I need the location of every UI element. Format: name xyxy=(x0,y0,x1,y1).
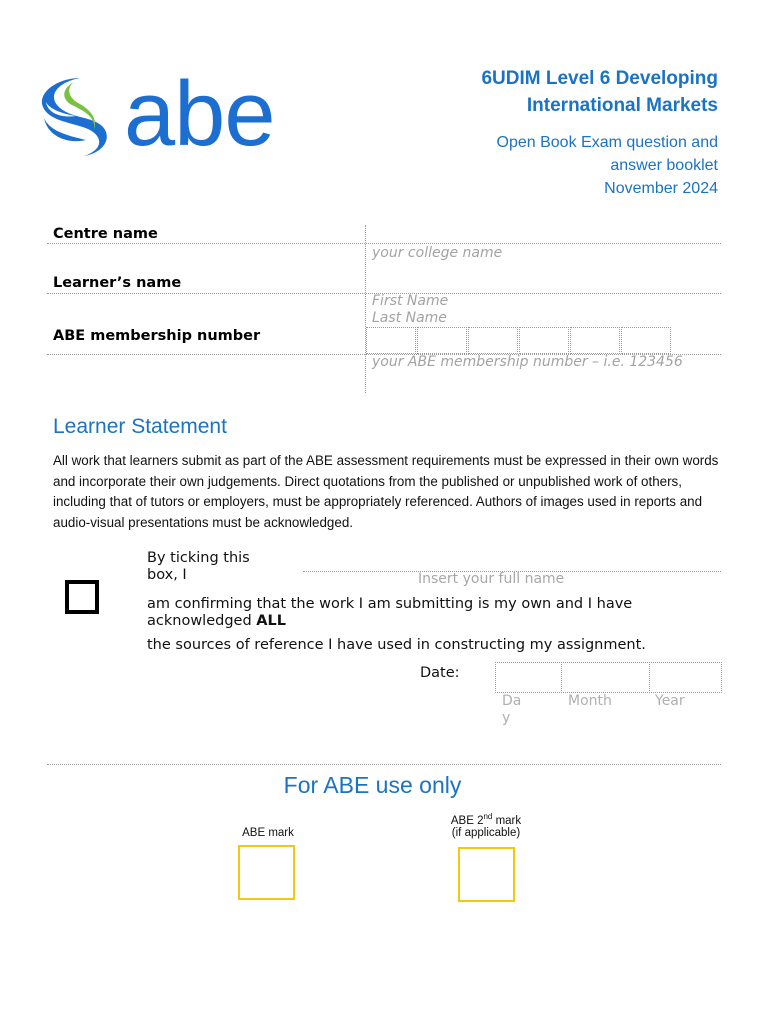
date-year-box[interactable] xyxy=(649,662,722,693)
sources-text: the sources of reference I have used in constructing my assignment. xyxy=(147,637,646,653)
membership-number-label: ABE membership number xyxy=(53,328,261,344)
date-month-box[interactable] xyxy=(561,662,650,693)
section-separator xyxy=(47,764,721,765)
second-mark-sup: nd xyxy=(483,812,493,821)
date-day-box[interactable] xyxy=(495,662,562,693)
abe-logo-text: abe xyxy=(124,63,275,165)
exam-subtitle-line2: answer booklet xyxy=(610,157,718,174)
abe-second-mark-label xyxy=(436,812,536,827)
membership-number-hint: your ABE membership number – i.e. 123456 xyxy=(372,354,683,370)
form-rule xyxy=(47,243,721,244)
centre-name-field[interactable]: your college name xyxy=(372,245,503,261)
abe-logo xyxy=(40,63,320,165)
learner-statement-heading: Learner Statement xyxy=(53,415,227,438)
abe-second-mark-box[interactable] xyxy=(458,847,515,902)
learner-statement-text: All work that learners submit as part of the ABE assessment requirements must be expressed in their own words and incorporate their own judgements. Direct quotations from the published or unpublished work of others, including that of tutors or employers, must be appropriately referenced. Authors of images used in reports and audio-visual presentations must be acknowledged. xyxy=(53,453,719,530)
form-divider xyxy=(365,225,366,393)
membership-digit-box[interactable] xyxy=(570,327,620,354)
membership-digit-box[interactable] xyxy=(468,327,518,354)
month-placeholder: Month xyxy=(568,693,612,709)
date-label: Date: xyxy=(420,665,460,681)
year-placeholder: Year xyxy=(655,693,685,709)
abe-mark-box[interactable] xyxy=(238,845,295,900)
abe-mark-label: ABE mark xyxy=(242,827,294,839)
exam-subtitle-line1: Open Book Exam question and xyxy=(496,134,718,151)
day-placeholder: Day xyxy=(502,693,522,726)
confirmation-text xyxy=(147,596,707,630)
last-name-field[interactable]: Last Name xyxy=(372,310,447,326)
exam-title-line1: 6UDIM Level 6 Developing xyxy=(481,68,718,89)
learner-name-label: Learner’s name xyxy=(53,275,182,291)
membership-digit-box[interactable] xyxy=(519,327,569,354)
second-mark-pre: ABE 2 xyxy=(450,814,484,827)
centre-name-label: Centre name xyxy=(53,226,158,242)
second-mark-post: mark xyxy=(492,814,522,827)
full-name-field[interactable]: Insert your full name xyxy=(418,571,565,587)
exam-title-line2: International Markets xyxy=(526,95,718,116)
confirmation-text-main: am confirming that the work I am submitting is my own and I have acknowledged xyxy=(147,596,633,629)
declaration-checkbox[interactable] xyxy=(65,580,99,614)
confirmation-text-bold: ALL xyxy=(256,613,286,629)
exam-date: November 2024 xyxy=(604,180,718,197)
abe-second-mark-note: (if applicable) xyxy=(451,827,521,839)
abe-use-heading: For ABE use only xyxy=(283,772,462,798)
abe-swoosh-icon xyxy=(40,74,130,158)
membership-digit-box[interactable] xyxy=(621,327,671,354)
by-ticking-text: By ticking this xyxy=(147,550,250,566)
first-name-field[interactable]: First Name xyxy=(372,293,449,309)
box-i-text: box, I xyxy=(147,567,187,583)
membership-digit-box[interactable] xyxy=(417,327,467,354)
membership-digit-box[interactable] xyxy=(366,327,416,354)
